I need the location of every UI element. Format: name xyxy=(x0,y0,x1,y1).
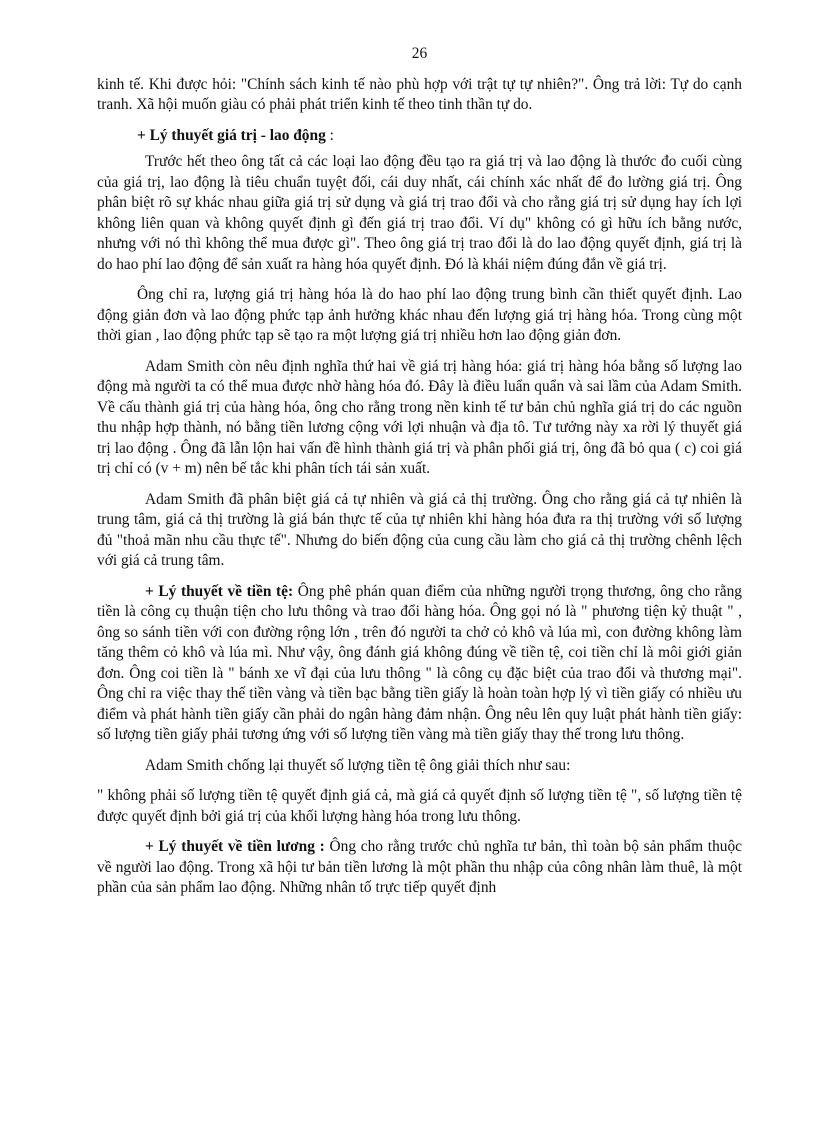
paragraph-8: " không phải số lượng tiền tệ quyết định giá cả, mà giá cả quyết định số lượng tiền tệ ", số lượng tiền tệ được quyết định bởi giá trị của khối lượng hàng hóa trong lưu thông. xyxy=(97,787,742,825)
paragraph-4: Adam Smith còn nêu định nghĩa thứ hai về giá trị hàng hóa: giá trị hàng hóa bằng số lượng lao động mà người ta có thể mua được nhờ hàng hóa đó. Đây là điều luẩn quẩn và sai lầm của Adam Smith. Về cấu thành giá trị của hàng hóa, ông cho rằng trong nền kinh tế tư bản chủ nghĩa giá trị do các nguồn thu nhập hợp thành, nó bằng tiền lương cộng với lợi nhuận và địa tô. Tư tưởng này xa rời lý thuyết giá trị lao động . Ông đã lẫn lộn hai vấn đề hình thành giá trị và phân phối giá trị, ông đã bỏ qua ( c) coi giá trị chỉ có (v + m) nên bế tắc khi phân tích tái sản xuất. xyxy=(97,357,742,477)
heading-money-label: + Lý thuyết về tiền tệ: xyxy=(145,582,294,600)
paragraph-9 xyxy=(97,837,742,899)
heading-labor-value-label: + Lý thuyết giá trị - lao động xyxy=(137,126,326,144)
paragraph-3: Ông chỉ ra, lượng giá trị hàng hóa là do hao phí lao động trung bình cần thiết quyết định. Lao động giản đơn và lao động phức tạp ảnh hưởng khác nhau đến lượng giá trị hàng hóa. Trong cùng một thời gian , lao động phức tạp sẽ tạo ra một lượng giá trị nhiều hơn lao động giản đơn. xyxy=(97,286,742,344)
paragraph-9-text: Ông cho rằng trước chủ nghĩa tư bản, thì toàn bộ sản phẩm thuộc về người lao động. Trong xã hội tư bản tiền lương là một phần thu nhập của công nhân làm thuê, là một phần của sản phẩm lao động. Những nhân tố trực tiếp quyết định xyxy=(97,838,742,896)
page-number: 26 xyxy=(411,45,428,62)
paragraph-5: Adam Smith đã phân biệt giá cả tự nhiên và giá cả thị trường. Ông cho rằng giá cả tự nhiên là trung tâm, giá cả thị trường là giá bán thực tế của tự nhiên khi hàng hóa đưa ra thị trường với số lượng đủ "thoả mãn nhu cầu thực tế". Nhưng do biến động của cung cầu làm cho giá cả thị trường chênh lệch với giá cả trung tâm. xyxy=(97,490,742,569)
document-page xyxy=(97,44,742,909)
paragraph-6-text: Ông phê phán quan điểm của những người trọng thương, ông cho rằng tiền là công cụ thuận tiện cho lưu thông và trao đổi hàng hóa. Ông gọi nó là " phương tiện kỷ thuật " , ông so sánh tiền với con đường rộng lớn , trên đó người ta chở cỏ khô và lúa mì, con đường không làm tăng thêm cỏ khô và lúa mì. Như vậy, ông đánh giá không đúng về tiền tệ, coi tiền chỉ là môi giới giản đơn. Ông coi tiền là " bánh xe vĩ đại của lưu thông " là công cụ đặc biệt của trao đổi và thương mại". Ông chỉ ra việc thay thế tiền vàng và tiền bạc bằng tiền giấy là hoàn toàn hợp lý vì tiền giấy có nhiều ưu điểm và phát hành tiền giấy cần phải do ngân hàng đảm nhận. Ông nêu lên quy luật phát hành tiền giấy: số lượng tiền giấy phải tương ứng với số lượng tiền vàng mà tiền giấy thay thế trong lưu thông. xyxy=(97,582,742,743)
paragraph-2: Trước hết theo ông tất cả các loại lao động đều tạo ra giá trị và lao động là thước đo cuối cùng của giá trị, lao động là tiêu chuẩn tuyệt đối, cái duy nhất, cái chính xác nhất để đo lường giá trị. Ông phân biệt rõ sự khác nhau giữa giá trị sử dụng và giá trị trao đổi và cho rằng giá trị sử dụng hay ích lợi không liên quan và không quyết định gì đến giá trị trao đổi. Ví dụ" không có gì hữu ích bằng nước, nhưng với nó thì không thể mua được gì". Theo ông giá trị trao đổi là do lao động quyết định, giá trị là do hao phí lao động để sản xuất ra hàng hóa quyết định. Đó là khái niệm đúng đắn về giá trị. xyxy=(97,153,742,273)
heading-labor-value-colon: : xyxy=(325,126,334,144)
section-heading-labor-value xyxy=(97,126,742,147)
paragraph-1: kinh tế. Khi được hỏi: "Chính sách kinh tế nào phù hợp với trật tự tự nhiên?". Ông trả lời: Tự do cạnh tranh. Xã hội muốn giàu có phải phát triển kinh tế theo tinh thần tự do. xyxy=(97,75,742,113)
heading-wage-label: + Lý thuyết về tiền lương : xyxy=(145,838,325,855)
paragraph-6 xyxy=(97,582,742,746)
paragraph-7: Adam Smith chống lại thuyết số lượng tiền tệ ông giải thích như sau: xyxy=(145,756,571,774)
